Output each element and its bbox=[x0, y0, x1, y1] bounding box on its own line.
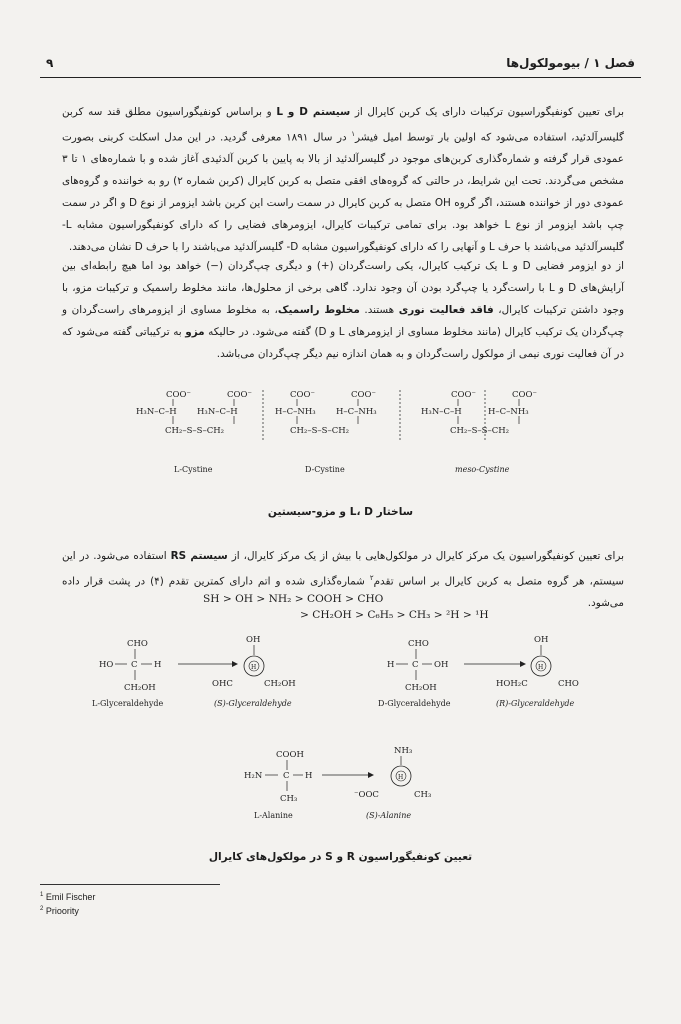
cnh3-group: H–C–NH₃ bbox=[275, 407, 316, 417]
svg-text:CHO: CHO bbox=[558, 679, 579, 689]
disulfide-chain: CH₂–S–S–CH₂ bbox=[290, 426, 350, 436]
svg-text:⁻OOC: ⁻OOC bbox=[354, 790, 379, 800]
svg-text:H: H bbox=[538, 664, 544, 671]
s-glyceraldehyde-projection bbox=[212, 635, 296, 708]
coo-group: COO⁻ bbox=[227, 390, 252, 400]
paragraph-rs-system: برای تعیین کونفیگوراسیون یک مرکز کایرال در مولکول‌هایی با بیش از یک مرکز کایرال، از سیستم RS استفاده می‌شود. در این سیستم، هر گروه متصل به کربن کایرال بر اساس تقدم$^۲$ شماره‌گذاری شده و اتم دارای کمترین تقدم (۴) در پشت قرار داده می‌شود. bbox=[62, 550, 624, 610]
footnote-rule bbox=[40, 884, 220, 885]
meso-cystine-structure bbox=[421, 390, 537, 474]
svg-text:OH: OH bbox=[534, 635, 549, 645]
coo-group: COO⁻ bbox=[451, 390, 476, 400]
priority-sequence-line1: SH > OH > NH₂ > COOH > CHO bbox=[203, 593, 384, 605]
footnote-2: $^2$ Prioority bbox=[40, 906, 79, 916]
svg-text:CH₂OH: CH₂OH bbox=[264, 679, 296, 689]
svg-text:C: C bbox=[412, 660, 419, 670]
d-glyceraldehyde-label: D-Glyceraldehyde bbox=[378, 699, 451, 708]
h3n-group: H₃N–C–H bbox=[136, 407, 177, 417]
footnote-1: $^1$ Emil Fischer bbox=[40, 892, 96, 902]
svg-text:CH₂OH: CH₂OH bbox=[405, 683, 437, 693]
svg-text:H: H bbox=[305, 771, 313, 781]
cystine-figure bbox=[0, 380, 681, 490]
r-glyceraldehyde-label: (R)-Glyceraldehyde bbox=[496, 699, 575, 708]
coo-group: COO⁻ bbox=[512, 390, 537, 400]
svg-text:HO: HO bbox=[99, 660, 114, 670]
svg-text:C: C bbox=[131, 660, 138, 670]
cnh3-group: H–C–NH₃ bbox=[336, 407, 377, 417]
l-glyceraldehyde-fischer bbox=[92, 639, 164, 708]
svg-text:C: C bbox=[283, 771, 290, 781]
figure-caption-cystine: ساختار L، D و مزو-سیستین bbox=[267, 506, 414, 518]
s-alanine-projection bbox=[354, 746, 431, 820]
svg-text:H: H bbox=[154, 660, 162, 670]
meso-cystine-label: meso-Cystine bbox=[455, 465, 510, 474]
svg-text:OHC: OHC bbox=[212, 679, 233, 689]
svg-text:OH: OH bbox=[246, 635, 261, 645]
d-cystine-label: D-Cystine bbox=[305, 465, 345, 474]
paragraph-optical-activity: از دو ایزومر فضایی D و L یک ترکیب کایرال، یکی راست‌گردان (+) و دیگری چپ‌گردان (−) خواهد بود اما هیچ رابطه‌ای بین آرایش‌های D و L با راست‌گرد یا چپ‌گرد بودن آن وجود ندارد. گاهی برخی از محلول‌ها، مانند مخلوط راسمیک و ترکیبات مزو، با وجود داشتن ترکیبات کایرال، فاقد فعالیت نوری هستند. مخلوط راسمیک، به مخلوط مساوی از ایزومرهای راست‌گردان و چپ‌گردان یک ترکیب کایرال (مانند مخلوط مساوی از ایزومرهای L و D) گفته می‌شود. در حالیکه مزو به ترکیباتی گفته می‌شود که در آن فعالیت نوری نیمی از مولکول راست‌گردان و به همان اندازه نیم دیگر چپ‌گردان می‌باشد. bbox=[62, 260, 625, 360]
disulfide-chain: CH₂–S–S–CH₂ bbox=[450, 426, 510, 436]
svg-text:CH₃: CH₃ bbox=[414, 790, 432, 800]
l-alanine-label: L-Alanine bbox=[254, 811, 293, 820]
l-glyceraldehyde-label: L-Glyceraldehyde bbox=[92, 699, 164, 708]
r-glyceraldehyde-projection bbox=[496, 635, 579, 708]
header-rule bbox=[40, 77, 641, 78]
h3n-group: H₃N–C–H bbox=[421, 407, 462, 417]
svg-text:CH₂OH: CH₂OH bbox=[124, 683, 156, 693]
l-cystine-structure bbox=[136, 390, 252, 474]
coo-group: COO⁻ bbox=[166, 390, 191, 400]
svg-text:CHO: CHO bbox=[127, 639, 148, 649]
rs-figure bbox=[0, 630, 681, 830]
page-header bbox=[40, 56, 641, 72]
figure-caption-rs: تعیین کونفیگوراسیون R و S در مولکول‌های کایرال bbox=[208, 851, 473, 863]
paragraph-dl-system: برای تعیین کونفیگوراسیون ترکیبات دارای یک کربن کایرال از سیستم D و L و براساس کونفیگوراسیون مطلق قند سه کربن گلیسرآلدئید، استفاده می‌شود که اولین بار توسط امیل فیشر$^۱$ در سال ۱۸۹۱ معرفی گردید. در این مدل اسکلت کربنی بصورت عمودی قرار گرفته و شماره‌گذاری کربن‌های موجود در گلیسرآلدئید از بالا به پایین با کربن آلدئیدی آغاز شده و با شماره‌های ۱ تا ۳ مشخص می‌گردند. تحت این شرایط، در حالتی که گروه‌های افقی متصل به کربن کایرال (کربن شماره ۲) رو به خواننده و گروه‌های عمودی دور از خواننده هستند، اگر گروه OH متصل به کربن کایرال در سمت راست این کربن باشد ایزومر از نوع D و اگر در سمت چپ باشد ایزومر از نوع L خواهد بود. برای تمامی ترکیبات کایرال، ایزومرهای فضایی را که دارای کونفیگوراسیون مشابه L- گلیسرآلدئید می‌باشند با حرف L و آنهایی را که دارای کونفیگوراسیون مشابه D- گلیسرآلدئید می‌باشند را با حرف D نشان می‌دهند. bbox=[62, 106, 625, 254]
h3n-group: H₃N–C–H bbox=[197, 407, 238, 417]
svg-text:CHO: CHO bbox=[408, 639, 429, 649]
disulfide-chain: CH₂–S–S–CH₂ bbox=[165, 426, 225, 436]
cnh3-group: H–C–NH₃ bbox=[488, 407, 529, 417]
svg-text:HOH₂C: HOH₂C bbox=[496, 679, 528, 689]
l-cystine-label: L-Cystine bbox=[174, 465, 213, 474]
svg-text:CH₃: CH₃ bbox=[280, 794, 298, 804]
chapter-title: فصل ۱ / بیومولکول‌ها bbox=[506, 56, 635, 70]
svg-text:H: H bbox=[398, 774, 404, 781]
s-glyceraldehyde-label: (S)-Glyceraldehyde bbox=[214, 699, 292, 708]
s-alanine-label: (S)-Alanine bbox=[366, 811, 412, 820]
svg-text:H₂N: H₂N bbox=[244, 771, 263, 781]
svg-text:NH₃: NH₃ bbox=[394, 746, 413, 756]
d-cystine-structure bbox=[275, 390, 377, 474]
coo-group: COO⁻ bbox=[290, 390, 315, 400]
coo-group: COO⁻ bbox=[351, 390, 376, 400]
d-glyceraldehyde-fischer bbox=[378, 639, 451, 708]
svg-text:OH: OH bbox=[434, 660, 449, 670]
page-number: ۹ bbox=[46, 56, 54, 70]
l-alanine-fischer bbox=[244, 750, 312, 820]
svg-text:COOH: COOH bbox=[276, 750, 304, 760]
svg-text:H: H bbox=[251, 664, 257, 671]
svg-text:H: H bbox=[387, 660, 395, 670]
priority-sequence-line2: > CH₂OH > C₆H₅ > CH₃ > ²H > ¹H bbox=[300, 609, 489, 621]
